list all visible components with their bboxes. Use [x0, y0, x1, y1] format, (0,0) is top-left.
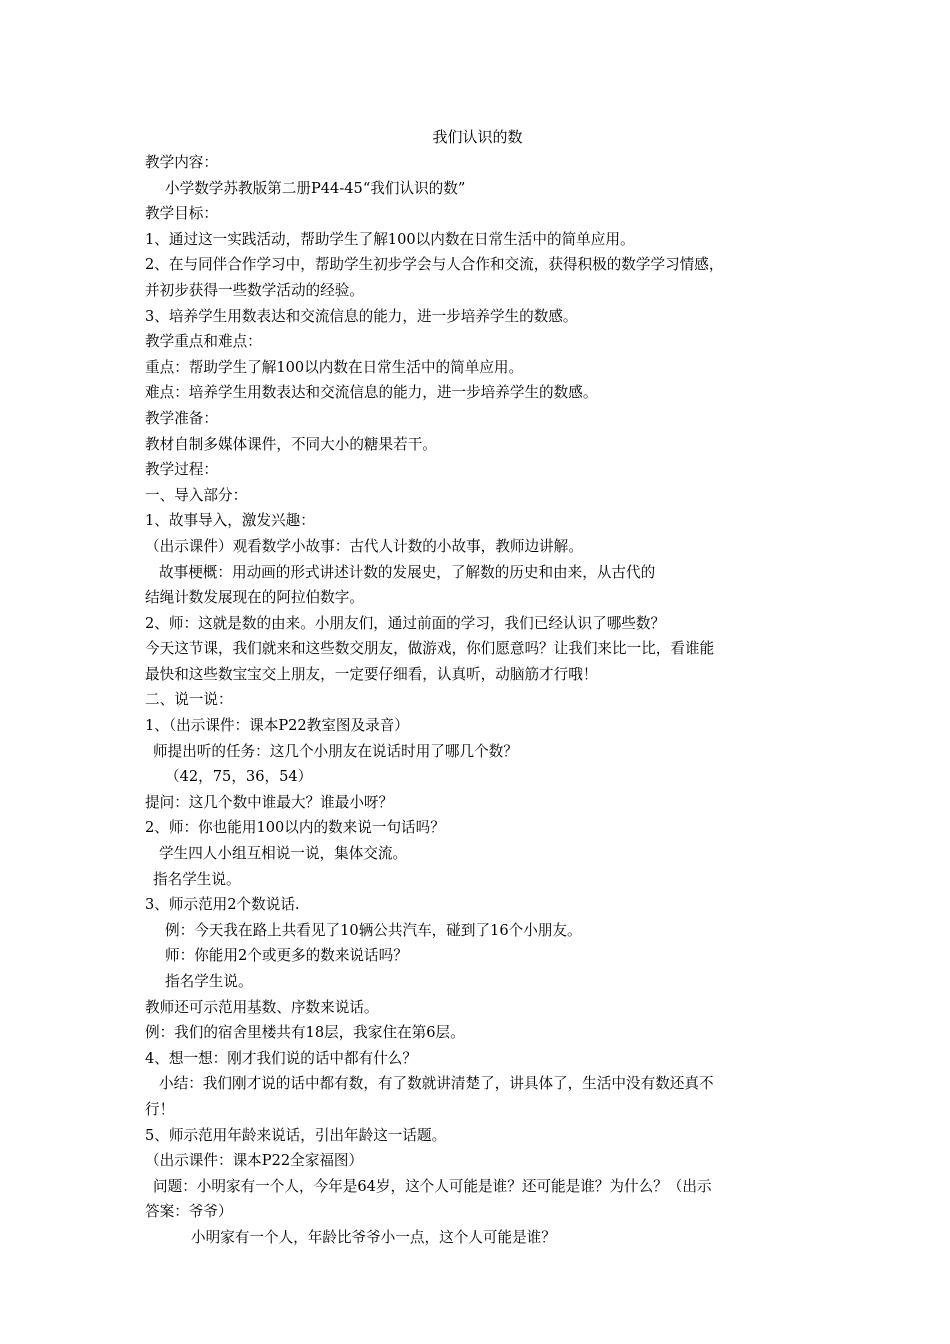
text-line: 2、师：你也能用100以内的数来说一句话吗？: [145, 819, 445, 837]
text-line: 一、导入部分：: [145, 486, 248, 504]
text-line: 答案：爷爷）: [145, 1203, 233, 1221]
text-line: 指名学生说。: [165, 973, 253, 990]
text-line: 1、故事导入，激发兴趣：: [145, 512, 315, 530]
text-line: 指名学生说。: [153, 870, 241, 888]
text-line: 教学过程：: [145, 461, 218, 479]
text-line: 教学目标：: [145, 205, 218, 223]
text-line: 3、师示范用2个数说话.: [145, 896, 300, 914]
text-line: （出示课件：课本P22全家福图）: [145, 1152, 364, 1170]
text-line: 例：今天我在路上共看见了10辆公共汽车，碰到了16个小朋友。: [165, 921, 582, 939]
text-line: 故事梗概：用动画的形式讲述计数的发展史，了解数的历史和由来，从古代的: [159, 563, 656, 581]
text-line: （42，75，36，54）: [165, 768, 313, 786]
text-line: 师：你能用2个或更多的数来说话吗？: [165, 947, 408, 965]
text-line: 结绳计数发展现在的阿拉伯数字。: [145, 589, 364, 607]
text-line: 5、师示范用年龄来说话，引出年龄这一话题。: [145, 1126, 447, 1144]
text-line: 师提出听的任务：这几个小朋友在说话时用了哪几个数？: [153, 742, 518, 760]
text-line: 教师还可示范用基数、序数来说话。: [145, 998, 379, 1016]
text-line: 问题：小明家有一个人，今年是64岁，这个人可能是谁？还可能是谁？为什么？（出示: [153, 1177, 712, 1195]
text-line: 小结：我们刚才说的话中都有数，有了数就讲清楚了，讲具体了，生活中没有数还真不: [159, 1075, 714, 1093]
text-line: 小学数学苏教版第二册P44-45“我们认识的数”: [165, 179, 466, 197]
text-line: 1、通过这一实践活动，帮助学生了解100以内数在日常生活中的简单应用。: [145, 230, 635, 248]
text-line: 提问：这几个数中谁最大？谁最小呀？: [145, 793, 394, 811]
text-line: 教学重点和难点：: [145, 333, 262, 351]
document-page: [145, 124, 810, 1251]
text-line: 1、（出示课件：课本P22教室图及录音）: [145, 717, 409, 735]
text-line: 教学准备：: [145, 409, 218, 427]
text-line: （出示课件）观看数学小故事：古代人计数的小故事，教师边讲解。: [145, 537, 583, 555]
text-line: 小明家有一个人，年龄比爷爷小一点，这个人可能是谁？: [191, 1228, 556, 1246]
text-line: 4、想一想：刚才我们说的话中都有什么？: [145, 1049, 417, 1067]
text-line: 例：我们的宿舍里楼共有18层，我家住在第6层。: [145, 1024, 465, 1042]
text-line: 教学内容：: [145, 154, 218, 171]
text-line: 2、在与同伴合作学习中，帮助学生初步学会与人合作和交流，获得积极的数学学习情感，: [145, 256, 724, 274]
text-line: 最快和这些数宝宝交上朋友，一定要仔细看，认真听，动脑筋才行哦！: [145, 665, 598, 683]
text-line: 二、说一说：: [145, 691, 233, 709]
text-line: 并初步获得一些数学活动的经验。: [145, 281, 364, 299]
text-line: 重点：帮助学生了解100以内数在日常生活中的简单应用。: [145, 358, 524, 376]
text-line: 3、培养学生用数表达和交流信息的能力，进一步培养学生的数感。: [145, 307, 578, 325]
text-line: 学生四人小组互相说一说，集体交流。: [159, 845, 408, 863]
text-line: 今天这节课，我们就来和这些数交朋友，做游戏，你们愿意吗？让我们来比一比，看谁能: [145, 640, 715, 658]
text-line: 行！: [145, 1100, 175, 1118]
text-line: 教材自制多媒体课件，不同大小的糖果若干。: [145, 435, 437, 453]
document-title: 我们认识的数: [432, 128, 523, 146]
text-line: 难点：培养学生用数表达和交流信息的能力，进一步培养学生的数感。: [145, 384, 598, 402]
text-line: 2、师：这就是数的由来。小朋友们，通过前面的学习，我们已经认识了哪些数？: [145, 614, 666, 632]
